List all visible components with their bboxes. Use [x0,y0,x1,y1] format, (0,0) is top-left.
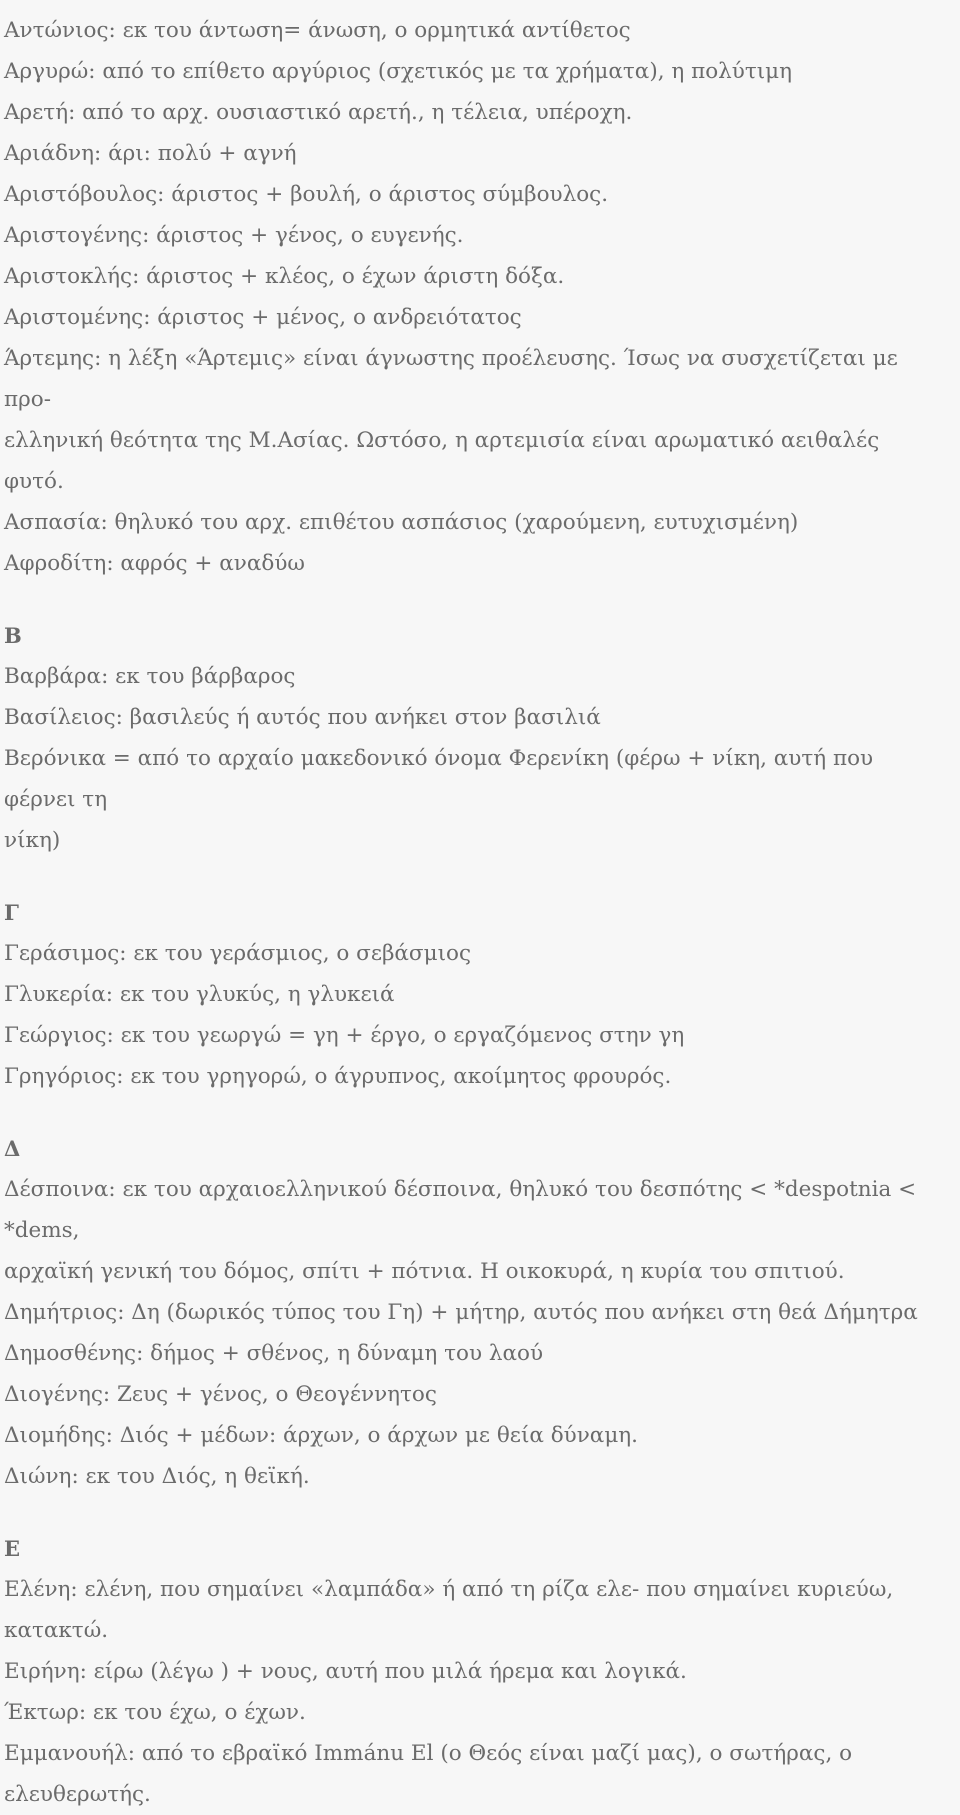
section-heading-gamma: Γ [4,900,19,925]
entry-aristomenis: Αριστομένης: άριστος + μένος, ο ανδρειότατος [4,305,522,330]
entry-georgios: Γεώργιος: εκ του γεωργώ = γη + έργο, ο εργαζόμενος στην γη [4,1023,685,1048]
section-heading-delta: Δ [4,1136,21,1161]
entry-glykeria: Γλυκερία: εκ του γλυκύς, η γλυκειά [4,982,395,1007]
entry-dimitrios: Δημήτριος: Δη (δωρικός τύπος του Γη) + μήτηρ, αυτός που ανήκει στη θεά Δήμητρα [4,1300,918,1325]
entry-veronika-line-2: νίκη) [4,828,61,853]
entry-dioni: Διώνη: εκ του Διός, η θεϊκή. [4,1464,310,1489]
entry-ektor: Έκτωρ: εκ του έχω, ο έχων. [4,1700,306,1725]
section-epsilon [4,1528,944,1815]
entry-despoina-line-2: αρχαϊκή γενική του δόμος, σπίτι + πότνια. Η οικοκυρά, η κυρία του σπιτιού. [4,1259,845,1284]
section-spacer [4,1497,944,1528]
entry-aristovoulos: Αριστόβουλος: άριστος + βουλή, ο άριστος σύμβουλος. [4,182,609,207]
section-spacer [4,861,944,892]
document-page [4,10,944,1815]
entry-antonios: Αντώνιος: εκ του άντωση= άνωση, ο ορμητικά αντίθετος [4,18,631,43]
entry-despoina-line-1: Δέσποινα: εκ του αρχαιοελληνικού δέσποινα, θηλυκό του δεσπότης < *despotnia < *dems, [4,1177,917,1243]
entry-argyro: Αργυρώ: από το επίθετο αργύριος (σχετικός με τα χρήματα), η πολύτιμη [4,59,793,84]
entry-eleni: Ελένη: ελένη, που σημαίνει «λαμπάδα» ή από τη ρίζα ελε- που σημαίνει κυριεύω, κατακτώ. [4,1577,894,1643]
entry-aspasia: Ασπασία: θηλυκό του αρχ. επιθέτου ασπάσιος (χαρούμενη, ευτυχισμένη) [4,510,799,535]
section-alpha [4,10,944,584]
section-spacer [4,1097,944,1128]
entry-artemis-line-1: Άρτεμης: η λέξη «Άρτεμις» είναι άγνωστης προέλευσης. Ίσως να συσχετίζεται με προ- [4,346,898,412]
section-heading-beta: Β [4,623,22,648]
entry-diomidis: Διομήδης: Διός + μέδων: άρχων, ο άρχων με θεία δύναμη. [4,1423,639,1448]
entry-aristoklis: Αριστοκλής: άριστος + κλέος, ο έχων άριστη δόξα. [4,264,565,289]
entry-dimosthenis: Δημοσθένης: δήμος + σθένος, η δύναμη του λαού [4,1341,544,1366]
entry-aristogenis: Αριστογένης: άριστος + γένος, ο ευγενής. [4,223,464,248]
section-spacer [4,584,944,615]
entry-vasileios: Βασίλειος: βασιλεύς ή αυτός που ανήκει στον βασιλιά [4,705,601,730]
entry-ariadni: Αριάδνη: άρι: πολύ + αγνή [4,141,297,166]
entry-afroditi: Αφροδίτη: αφρός + αναδύω [4,551,305,576]
entry-gerasimos: Γεράσιμος: εκ του γεράσμιος, ο σεβάσμιος [4,941,471,966]
section-delta [4,1128,944,1497]
entry-artemis-line-2: ελληνική θεότητα της Μ.Ασίας. Ωστόσο, η αρτεμισία είναι αρωματικό αειθαλές φυτό. [4,428,880,494]
entry-veronika-line-1: Βερόνικα = από το αρχαίο μακεδονικό όνομα Φερενίκη (φέρω + νίκη, αυτή που φέρνει τη [4,746,874,812]
entry-diogenis: Διογένης: Ζευς + γένος, ο Θεογέννητος [4,1382,437,1407]
section-heading-epsilon: Ε [4,1536,21,1561]
section-gamma [4,892,944,1097]
entry-eirini: Ειρήνη: είρω (λέγω ) + νους, αυτή που μιλά ήρεμα και λογικά. [4,1659,687,1684]
entry-areti: Αρετή: από το αρχ. ουσιαστικό αρετή., η τέλεια, υπέροχη. [4,100,633,125]
entry-varvara: Βαρβάρα: εκ του βάρβαρος [4,664,296,689]
section-beta [4,615,944,861]
entry-emmanouil: Εμμανουήλ: από το εβραϊκό Immánu El (ο Θεός είναι μαζί μας), ο σωτήρας, ο ελευθερωτής. [4,1741,853,1807]
entry-grigorios: Γρηγόριος: εκ του γρηγορώ, ο άγρυπνος, ακοίμητος φρουρός. [4,1064,672,1089]
